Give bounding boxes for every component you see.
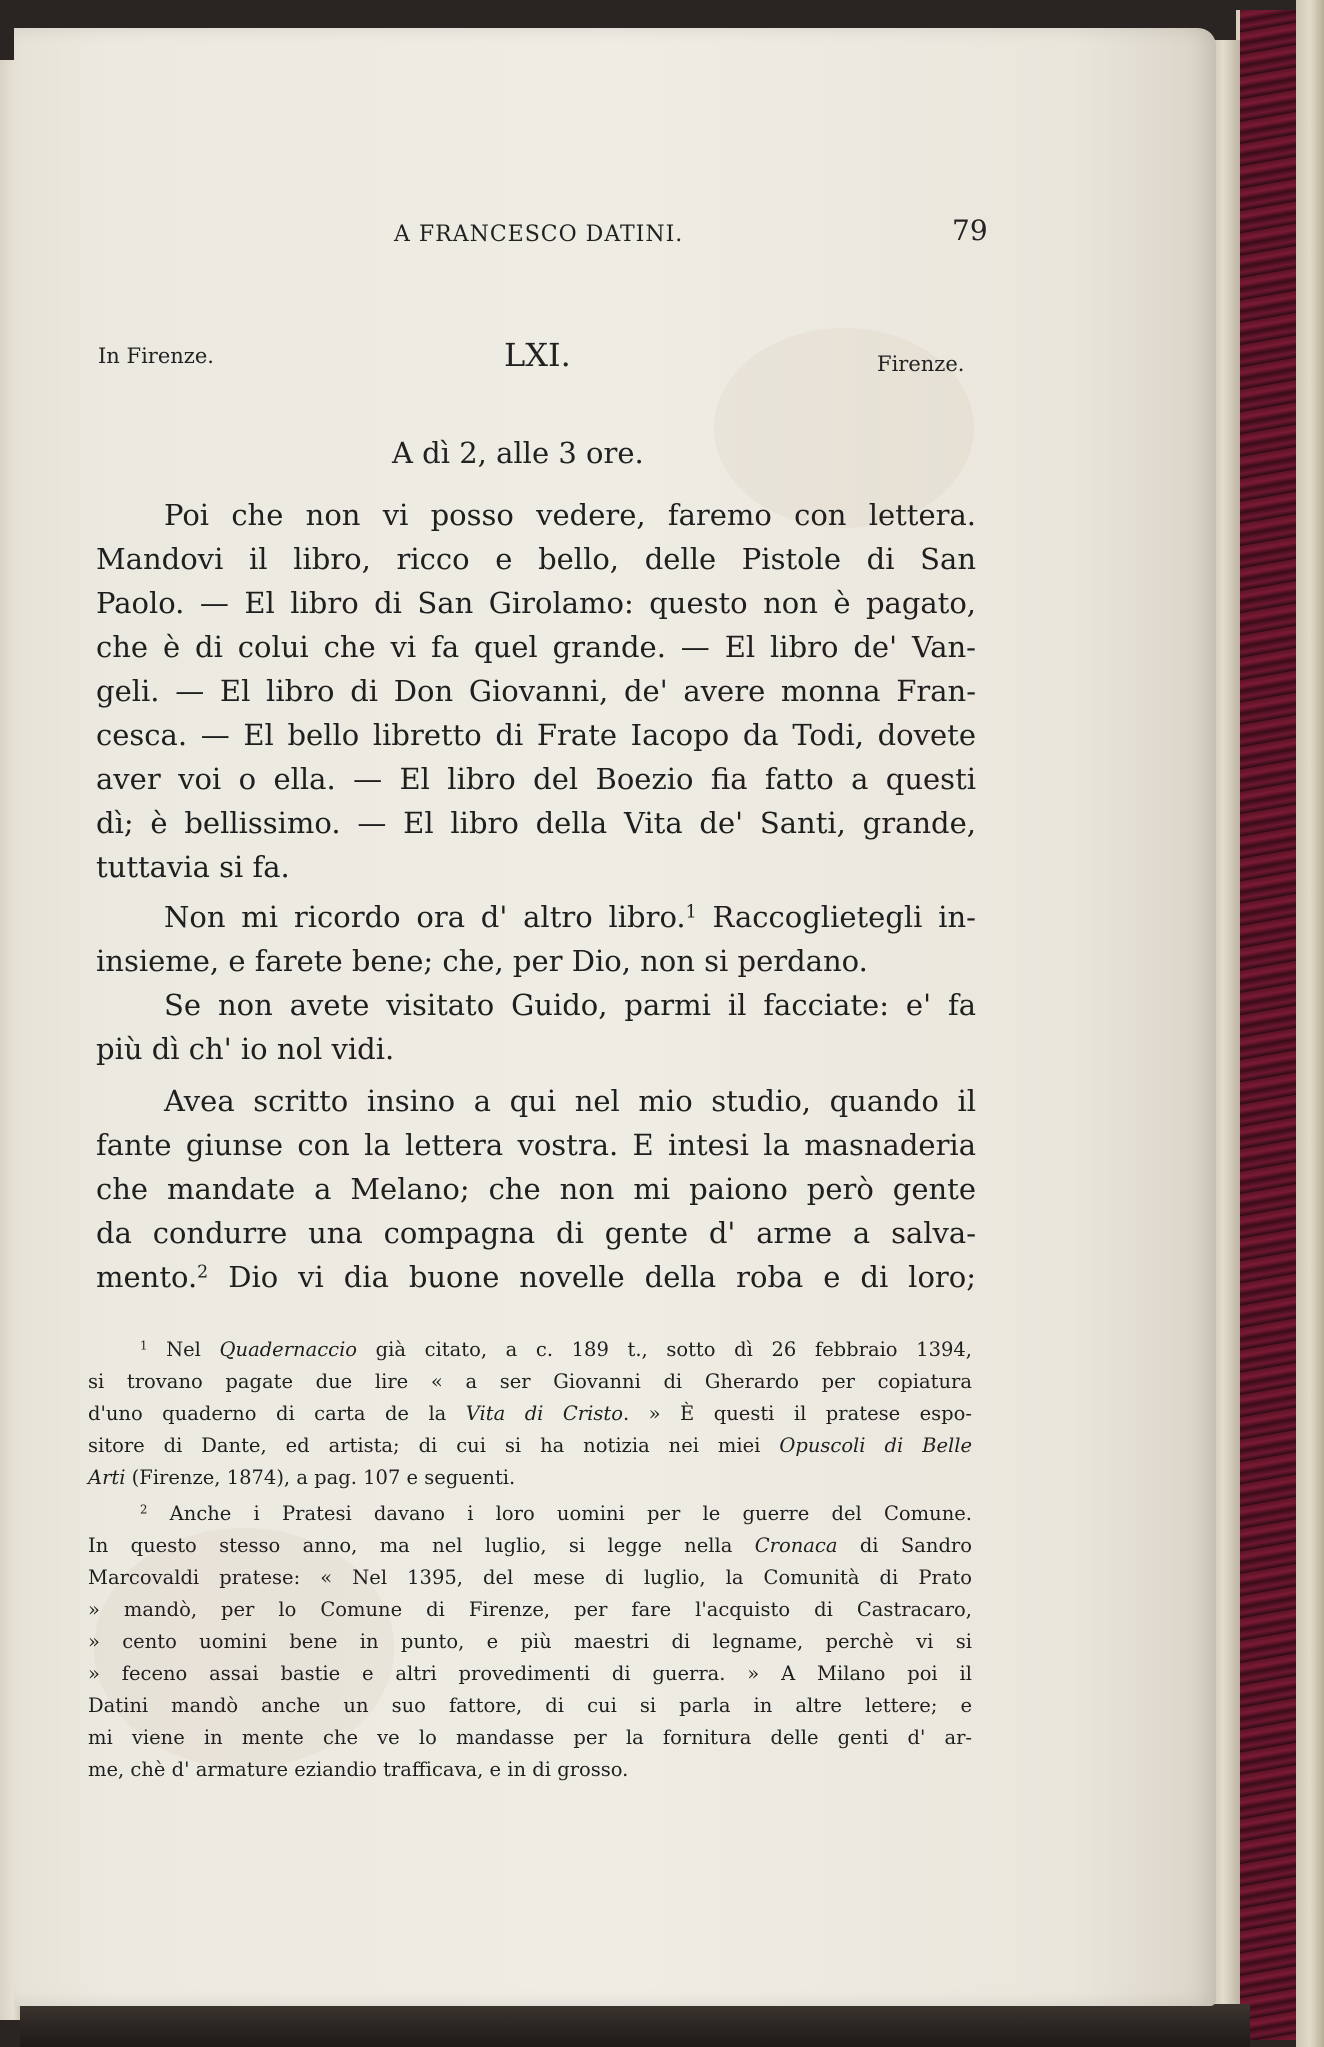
body-text: mento. [96, 1260, 198, 1294]
footnote-line: Marcovaldi pratese: « Nel 1395, del mese di luglio, la Comunità di Prato [88, 1566, 972, 1589]
footnote-line [88, 1402, 972, 1428]
letter-date: A dì 2, alle 3 ore. [392, 436, 644, 470]
body-line: che mandate a Melano; che non mi paiono però gente [96, 1172, 976, 1206]
running-head: A FRANCESCO DATINI. [394, 222, 684, 247]
footnote-line: me, chè d' armature eziandio trafficava, e in di grosso. [88, 1758, 629, 1781]
letter-destination: In Firenze. [98, 344, 214, 368]
footnote-ref: 1 [685, 902, 697, 923]
body-line: aver voi o ella. — El libro del Boezio fia fatto a questi [96, 762, 976, 796]
footnote-ref: 2 [197, 1262, 209, 1283]
footnote-italic: Vita di Cristo [465, 1402, 623, 1425]
body-text: Non mi ricordo ora d' altro libro. [164, 900, 686, 934]
body-line: fante giunse con la lettera vostra. E intesi la masnaderia [96, 1128, 976, 1162]
body-line: Mandovi il libro, ricco e bello, delle Pistole di San [96, 542, 976, 576]
footnote-text: di Sandro [837, 1534, 972, 1557]
footnote-line: » cento uomini bene in punto, e più maestri di legname, perchè vi si [88, 1630, 972, 1653]
body-line: cesca. — El bello libretto di Frate Iacopo da Todi, dovete [96, 718, 976, 752]
footnote-mark: 1 [140, 1338, 148, 1353]
body-line: Se non avete visitato Guido, parmi il facciate: e' fa [164, 988, 976, 1022]
body-line: geli. — El libro di Don Giovanni, de' avere monna Fran- [96, 674, 976, 708]
footnote-text: Nel [166, 1338, 220, 1361]
footnote-text: In questo stesso anno, ma nel luglio, si legge nella [88, 1534, 755, 1557]
footnote-text: (Firenze, 1874), a pag. 107 e seguenti. [125, 1466, 516, 1489]
body-line: che è di colui che vi fa quel grande. — El libro de' Van- [96, 630, 976, 664]
body-line: dì; è bellissimo. — El libro della Vita de' Santi, grande, [96, 806, 976, 840]
footnote-text: . » È questi il pratese espo- [622, 1402, 972, 1425]
page-number: 79 [952, 214, 988, 247]
body-line: da condurre una compagna di gente d' arme a salva- [96, 1216, 976, 1250]
page-edges [1212, 40, 1240, 2010]
footnote-line [88, 1434, 972, 1460]
body-line: Poi che non vi posso vedere, faremo con lettera. [164, 498, 976, 532]
footnote-text: sitore di Dante, ed artista; di cui si ha notizia nei miei [88, 1434, 780, 1457]
footnote-line [140, 1338, 972, 1364]
bottom-shadow [20, 2004, 1250, 2047]
footnote-italic: Arti [88, 1466, 126, 1489]
body-text: Raccoglietegli in- [712, 900, 976, 934]
body-line: tuttavia si fa. [96, 850, 290, 884]
footnote-line [88, 1466, 972, 1492]
letter-number: LXI. [504, 336, 571, 374]
body-line [96, 1260, 976, 1296]
body-text: Dio vi dia buone novelle della roba e di loro; [228, 1260, 976, 1294]
body-line: Paolo. — El libro di San Girolamo: questo non è pagato, [96, 586, 976, 620]
body-line [164, 900, 976, 936]
footnote-line [88, 1534, 972, 1560]
body-line: insieme, e farete bene; che, per Dio, non si perdano. [96, 944, 868, 978]
cover-rim [1296, 0, 1324, 2047]
footnote-mark: 2 [140, 1502, 148, 1517]
body-line: più dì ch' io nol vidi. [96, 1032, 395, 1066]
footnote-line: mi viene in mente che ve lo mandasse per la fornitura delle genti d' ar- [88, 1726, 972, 1749]
footnote-italic: Cronaca [754, 1534, 838, 1557]
footnote-line [140, 1502, 972, 1528]
footnote-text: d'uno quaderno di carta de la [88, 1402, 466, 1425]
footnote-text: Anche i Pratesi davano i loro uomini per le guerre del Comune. [169, 1502, 972, 1525]
footnote-italic: Quadernaccio [219, 1338, 358, 1361]
footnote-italic: Opuscoli di Belle [779, 1434, 973, 1457]
footnote-line: » mandò, per lo Comune di Firenze, per fare l'acquisto di Castracaro, [88, 1598, 972, 1621]
letter-origin: Firenze. [877, 352, 965, 376]
footnote-line: Datini mandò anche un suo fattore, di cui si parla in altre lettere; e [88, 1694, 972, 1717]
footnote-text: già citato, a c. 189 t., sotto dì 26 febbraio 1394, [357, 1338, 972, 1361]
footnote-line: si trovano pagate due lire « a ser Giovanni di Gherardo per copiatura [88, 1370, 972, 1393]
body-line: Avea scritto insino a qui nel mio studio, quando il [164, 1084, 976, 1118]
footnote-line: » feceno assai bastie e altri provedimenti di guerra. » A Milano poi il [88, 1662, 972, 1685]
